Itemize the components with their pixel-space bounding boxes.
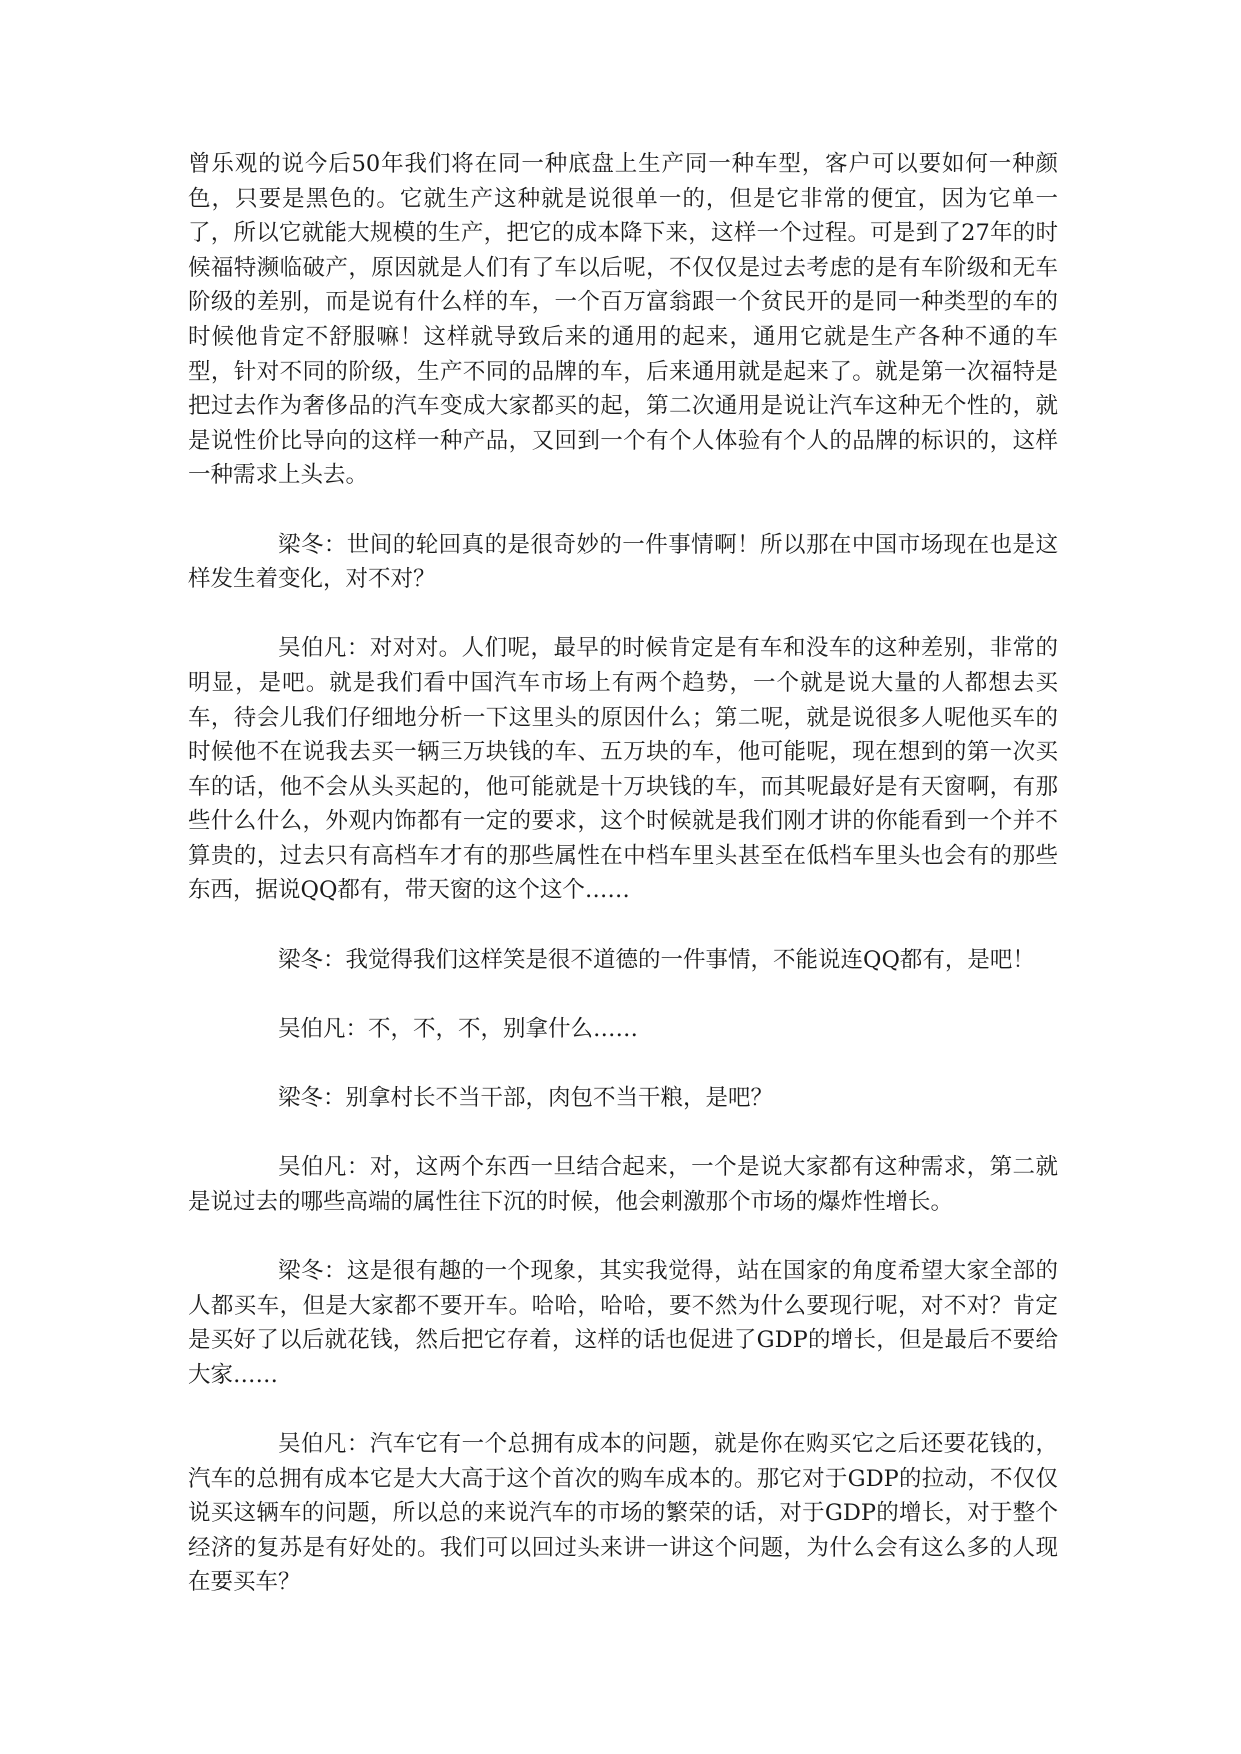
paragraph-continuation: 曾乐观的说今后50年我们将在同一种底盘上生产同一种车型，客户可以要如何一种颜色，只要是黑色的。它就生产这种就是说很单一的，但是它非常的便宜，因为它单一了，所以它就能大规模的生产，把它的成本降下来，这样一个过程。可是到了27年的时候福特濒临破产，原因就是人们有了车以后呢，不仅仅是过去考虑的是有车阶级和无车阶级的差别，而是说有什么样的车，一个百万富翁跟一个贫民开的是同一种类型的车的时候他肯定不舒服嘛！这样就导致后来的通用的起来，通用它就是生产各种不通的车型，针对不同的阶级，生产不同的品牌的车，后来通用就是起来了。就是第一次福特是把过去作为奢侈品的汽车变成大家都买的起，第二次通用是说让汽车这种无个性的，就是说性价比导向的这样一种产品，又回到一个有个人体验有个人的品牌的标识的，这样一种需求上头去。 — [188, 151, 1058, 489]
paragraph-wu-bofan-3: 吴伯凡：对，这两个东西一旦结合起来，一个是说大家都有这种需求，第二就是说过去的哪些高端的属性往下沉的时候，他会刺激那个市场的爆炸性增长。 — [188, 1154, 1058, 1215]
paragraph-liang-dong-3: 梁冬：别拿村长不当干部，肉包不当干粮，是吧？ — [278, 1085, 774, 1112]
paragraph-liang-dong-1: 梁冬：世间的轮回真的是很奇妙的一件事情啊！所以那在中国市场现在也是这样发生着变化，对不对？ — [188, 531, 1058, 593]
paragraph-wu-bofan-1: 吴伯凡：对对对。人们呢，最早的时候肯定是有车和没车的这种差别，非常的明显，是吧。就是我们看中国汽车市场上有两个趋势，一个就是说大量的人都想去买车，待会儿我们仔细地分析一下这里头的原因什么；第二呢，就是说很多人呢他买车的时候他不在说我去买一辆三万块钱的车、五万块的车，他可能呢，现在想到的第一次买车的话，他不会从头买起的，他可能就是十万块钱的车，而其呢最好是有天窗啊，有那些什么什么，外观内饰都有一定的要求，这个时候就是我们刚才讲的你能看到一个并不算贵的，过去只有高档车才有的那些属性在中档车里头甚至在低档车里头也会有的那些东西，据说QQ都有，带天窗的这个这个…… — [188, 635, 1058, 904]
document-body — [188, 147, 1058, 1635]
paragraph-liang-dong-2: 梁冬：我觉得我们这样笑是很不道德的一件事情，不能说连QQ都有，是吧！ — [278, 946, 1035, 973]
paragraph-wu-bofan-2: 吴伯凡：不，不，不，别拿什么…… — [278, 1015, 639, 1042]
paragraph-wu-bofan-4: 吴伯凡：汽车它有一个总拥有成本的问题，就是你在购买它之后还要花钱的，汽车的总拥有成本它是大大高于这个首次的购车成本的。那它对于GDP的拉动，不仅仅说买这辆车的问题，所以总的来说汽车的市场的繁荣的话，对于GDP的增长，对于整个经济的复苏是有好处的。我们可以回过头来讲一讲这个问题，为什么会有这么多的人现在要买车？ — [188, 1430, 1058, 1596]
paragraph-liang-dong-4: 梁冬：这是很有趣的一个现象，其实我觉得，站在国家的角度希望大家全部的人都买车，但是大家都不要开车。哈哈，哈哈，要不然为什么要现行呢，对不对？肯定是买好了以后就花钱，然后把它存着，这样的话也促进了GDP的增长，但是最后不要给大家…… — [188, 1258, 1058, 1388]
